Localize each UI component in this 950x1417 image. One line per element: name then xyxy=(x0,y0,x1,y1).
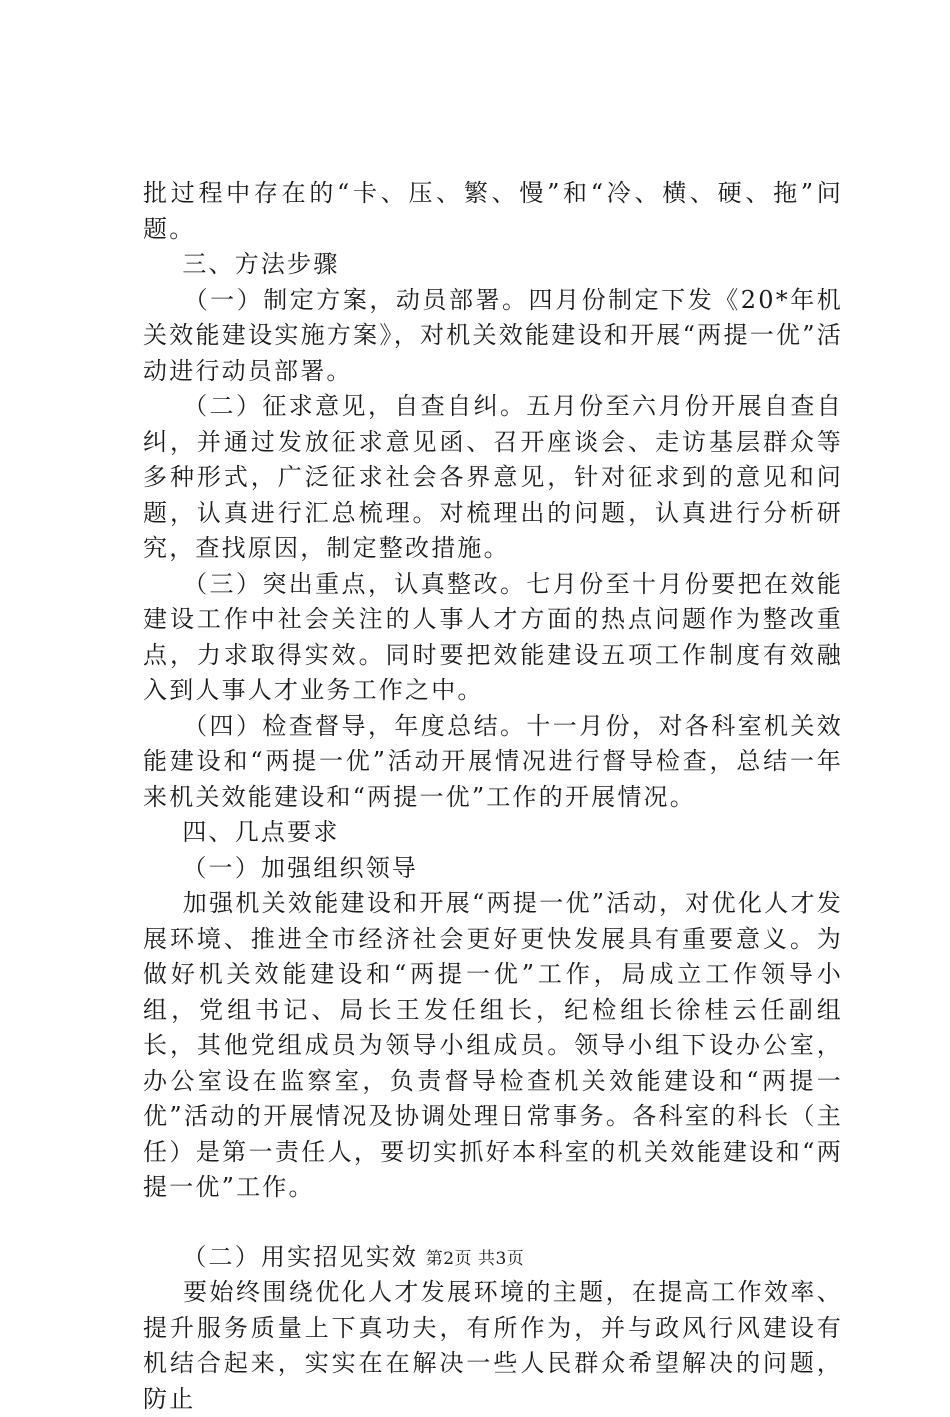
paragraph-step-3: （三）突出重点，认真整改。七月份至十月份要把在效能建设工作中社会关注的人事人才方面的热点问题作为整改重点，力求取得实效。同时要把效能建设五项工作制度有效融入到人事人才业务工作之中。 xyxy=(143,569,844,704)
subheading-organization: （一）加强组织领导 xyxy=(143,853,419,882)
paragraph-step-2: （二）征求意见，自查自纠。五月份至六月份开展自查自纠，并通过发放征求意见函、召开座谈会、走访基层群众等多种形式，广泛征求社会各界意见，针对征求到的意见和问题，认真进行汇总梳理。对梳理出的问题，认真进行分析研究，查找原因，制定整改措施。 xyxy=(143,392,844,562)
document-body xyxy=(143,176,843,1417)
page-number-footer: 第2页 共3页 xyxy=(425,1249,525,1269)
paragraph-gap xyxy=(143,1206,843,1240)
heading-requirements: 四、几点要求 xyxy=(143,818,340,846)
paragraph-organization: 加强机关效能建设和开展“两提一优”活动，对优化人才发展环境、推进全市经济社会更好更快发展具有重要意义。为做好机关效能建设和“两提一优”工作，局成立工作领导小组，党组书记、局长王发任组长，纪检组长徐桂云任副组长，其他党组成员为领导小组成员。领导小组下设办公室，办公室设在监察室，负责督导检查机关效能建设和“两提一优”活动的开展情况及协调处理日常事务。各科室的科长（主任）是第一责任人，要切实抓好本科室的机关效能建设和“两提一优”工作。 xyxy=(143,889,843,1201)
paragraph-step-1: （一）制定方案，动员部署。四月份制定下发《20*年机关效能建设实施方案》，对机关效能建设和开展“两提一优”活动进行动员部署。 xyxy=(143,285,843,385)
paragraph-step-4: （四）检查督导，年度总结。十一月份，对各科室机关效能建设和“两提一优”活动开展情况进行督导检查，总结一年来机关效能建设和“两提一优”工作的开展情况。 xyxy=(143,711,844,811)
heading-methods-steps: 三、方法步骤 xyxy=(143,250,340,278)
paragraph-practical-results: 要始终围绕优化人才发展环境的主题，在提高工作效率、提升服务质量上下真功夫，有所作为，并与政风行风建设有机结合起来，实实在在解决一些人民群众希望解决的问题，防止 xyxy=(143,1278,844,1413)
paragraph-continuation: 批过程中存在的“卡、压、繁、慢”和“冷、横、硬、拖”问题。 xyxy=(143,179,843,243)
subheading-practical-results: （二）用实招见实效 xyxy=(143,1242,419,1271)
